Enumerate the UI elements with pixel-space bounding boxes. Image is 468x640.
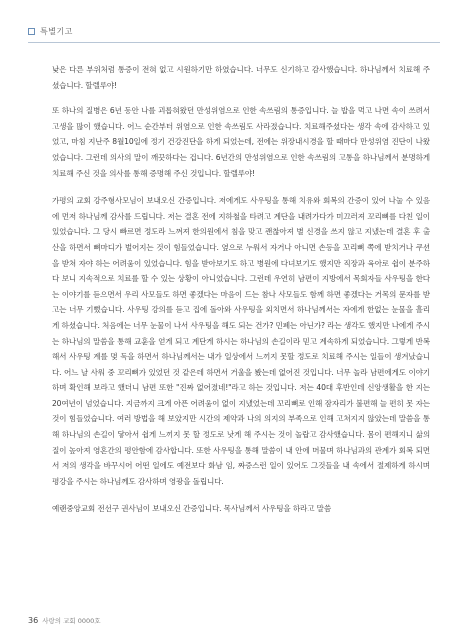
header-divider: [28, 42, 440, 43]
article-body: [52, 62, 430, 517]
page-footer: [28, 616, 101, 625]
paragraph: 예랜중앙교회 전선구 권사님이 보내오신 간증입니다. 목사님께서 사우팅을 하라고 말씀: [52, 504, 332, 514]
publication-name: 사랑의 교회 0000호: [42, 617, 101, 625]
section-title: 특별기고: [40, 26, 73, 36]
section-header: [28, 24, 73, 38]
square-bullet-icon: [28, 28, 35, 35]
paragraph: 가평의 교회 강주형사모님이 보내오신 간증입니다. 저에게도 사우팅을 통해 치유와 회복의 간증이 있어 나눌 수 있음에 먼저 하나님께 감사를 드립니다. 저는 결혼 전에 지하철을 타려고 계단을 내려가다가 미끄러져 꼬리뼈를 다친 일이 있었습니다. 그 당시 빠르면 정도라 느껴져 한의원에서 침을 맞고 괜찮아져 별 신경을 쓰지 않고 지냈는데 결혼 후 출산을 하면서 뼈마디가 벌어지는 것이 힘들었습니다. 옆으로 누워서 자거나 아니면 손등을 꼬리뼈 쪽에 받치거나 쿠션을 받쳐 자야 하는 어려움이 있었습니다. 힘을 받아보기도 하고 병원에 다녀보기도 했지만 직장과 육아로 쉽이 분주하다 보니 지속적으로 치료를 할 수 있는 상황이 아니었습니다. 그런데 우연히 남편이 지방에서 목회자들 사우팅을 한다는 이야기를 듣으면서 우리 사모들도 하면 좋겠다는 마음이 드는 참나 사모들도 함께 하면 좋겠다는 거목의 문자를 받고는 너무 기뻤습니다. 사우팅 강의를 듣고 집에 돌아와 사우팅을 외치면서 하나님께서는 자에게 한없는 눈물을 흘리게 하셨습니다. 처음에는 너무 눈물이 나서 사우팅을 해도 되는 건가? 민폐는 아닌가? 라는 생각도 했지만 나에게 주시는 하나님의 말씀을 통해 교훈을 얻게 되고 계단게 하시는 하나님의 손길이라 믿고 계속하게 되었습니다. 그렇게 반복해서 사우팅 계를 몇 독을 하면서 하나님께서는 내가 일상에서 느끼지 못할 정도로 치료해 주시는 일들이 생겨났습니다. 어느 날 사워 중 꼬리뼈가 있었던 것 같은데 하면서 거울을 봤는데 없어진 것입니다. 너무 놀라 남편에게도 이야기하며 확인해 보라고 했더니 남편 또한 "진짜 없어졌네!"라고 하는 것입니다. 저는 40대 후반인데 신앙생활을 한 지는 20여년이 넘었습니다. 지금까지 크게 아픈 어려움이 없이 지냈었는데 꼬리뼈로 인해 잠자리가 불편해 늘 편히 못 자는 것이 힘들었습니다. 여러 방법을 해 보았지만 시간의 제약과 나의 의지의 부족으로 인해 고쳐지지 않았는데 말씀을 통해 하나님의 손길이 닿아서 쉽게 느끼지 못 할 정도로 낫게 해 주시는 것이 놀랍고 감사했습니다. 몸이 편해지니 삶의 질이 높아져 영혼간의 평안함에 감사합니다. 또한 사우팅을 통해 말씀이 내 안에 머물며 하나님과의 관계가 회복 되면서 저의 생각을 바꾸시어 어떤 일에도 예전보다 화남 임, 짜증스런 일이 있어도 그것들을 내 속에서 절제하게 하시며 평강을 주시는 하나님께도 감사하며 영광을 돌립니다.: [52, 196, 430, 486]
page-number: 36: [28, 616, 39, 625]
paragraph: 또 하나의 질병은 6년 동안 나를 괴롭혀왔던 만성위염으로 인한 속쓰림의 통증입니다. 늘 밥을 먹고 나면 속이 쓰려서 고생을 많이 했습니다. 어느 순간부터 위염으로 인한 속쓰림도 사라졌습니다. 치료해주셨다는 생각 속에 감사하고 있었고, 마침 지난주 8월10일에 정기 건강진단을 하게 되었는데, 전에는 위장내시경을 할 때마다 만성위염 진단이 나왔었습니다. 그런데 의사의 말이 깨끗하다는 겁니다. 6년간의 만성위염으로 인한 속쓰림의 고통을 하나님께서 분명하게 치료해 주신 것을 의사를 통해 증명해 주신 것입니다. 할렐루야!: [52, 106, 430, 178]
paragraph: 낮은 다른 부위처럼 통증이 전혀 없고 시원하기만 하였습니다. 너무도 신기하고 감사했습니다. 하나님께서 치료해 주셨습니다. 할렐루야!: [52, 65, 430, 90]
